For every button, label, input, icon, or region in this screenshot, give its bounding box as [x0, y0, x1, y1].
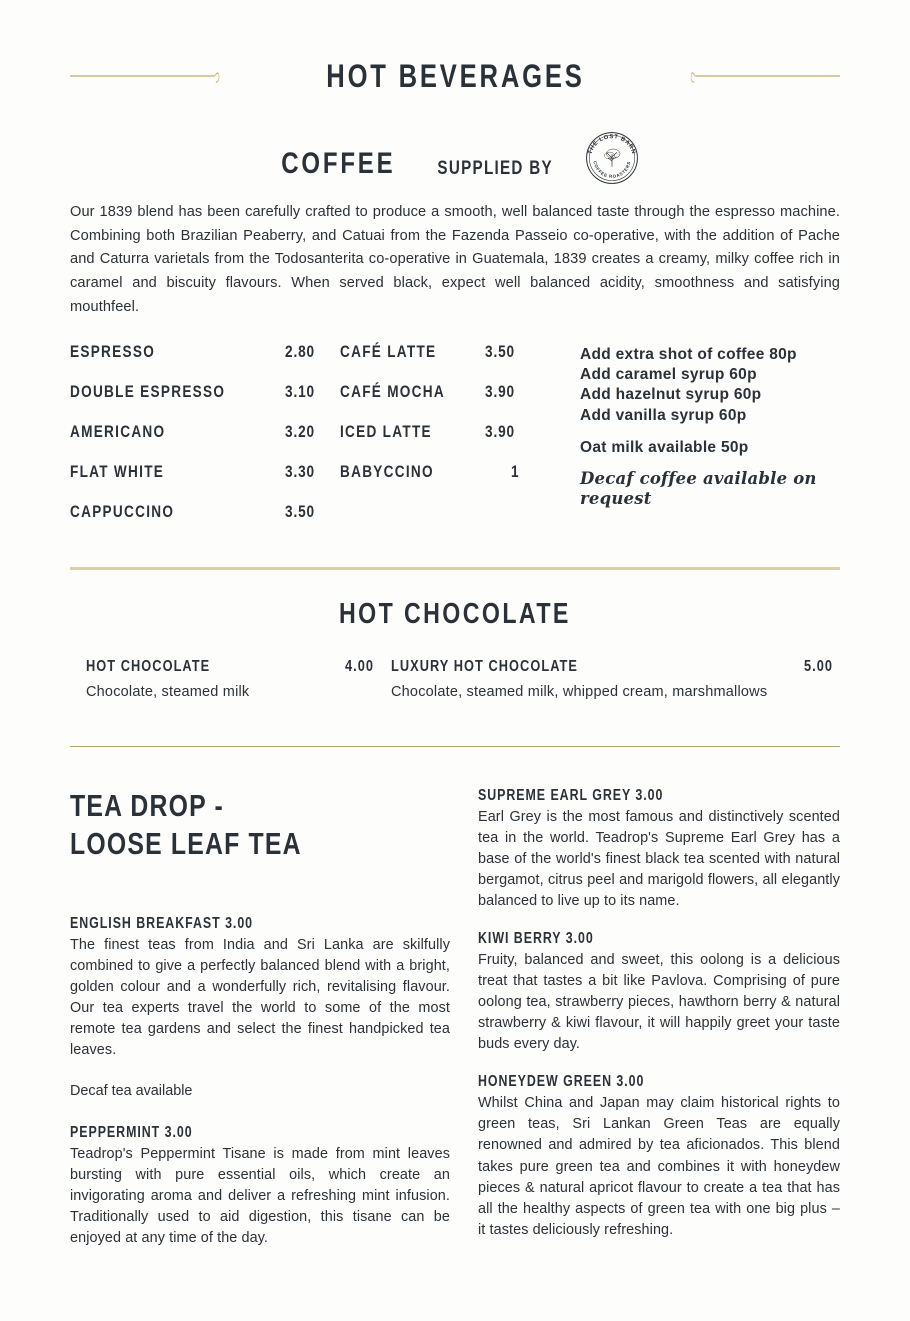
coffee-price-column-two [340, 343, 580, 543]
lost-barn-logo-icon [581, 127, 643, 189]
tea-section-heading [70, 787, 450, 863]
page-header [70, 45, 840, 107]
section-divider-thin [70, 746, 840, 747]
item-name: BABYCCINO [340, 462, 434, 482]
item-name: CAFÉ MOCHA [340, 382, 445, 402]
item-price: 3.90 [484, 382, 515, 402]
tea-entry[interactable] [70, 915, 450, 1061]
oat-milk-note: Oat milk available 50p [580, 438, 749, 456]
tea-description: Fruity, balanced and sweet, this oolong is a delicious treat that tastes a bit like Pavlova. Comprising of pure oolong tea, strawberry pieces, hawthorn berry & natural strawberry & kiwi flavour, it will happily greet your taste buds every day. [478, 952, 840, 1053]
decaf-tea-note: Decaf tea available [70, 1082, 193, 1099]
price-row[interactable] [70, 383, 340, 423]
tea-description: Teadrop's Peppermint Tisane is made from mint leaves bursting with pure essential oils, which create an invigorating aroma and deliver a refreshing mint infusion. Traditionally used to aid digestion, this tisane can be enjoyed at any time of the day. [70, 1145, 450, 1247]
page-title [278, 60, 633, 92]
item-name: ESPRESSO [70, 342, 156, 362]
coffee-heading-text: COFFEE [280, 147, 395, 180]
tea-description: Earl Grey is the most famous and distinctively scented tea in the world. Teadrop's Supreme Earl Grey has a base of the world's finest black tea scented with natural bergamot, citrus peel and marigold flowers, all elegantly balanced to live up to its name. [478, 809, 840, 910]
item-name: CAPPUCCINO [70, 502, 175, 522]
menu-page [0, 45, 910, 1321]
hot-chocolate-item[interactable] [86, 659, 391, 704]
tea-name: HONEYDEW GREEN 3.00 [478, 1073, 645, 1091]
item-name: FLAT WHITE [70, 462, 165, 482]
extra-item: Add hazelnut syrup 60p [580, 386, 762, 404]
supplied-by-label [423, 159, 567, 181]
price-row[interactable] [70, 463, 340, 503]
coffee-section-header [70, 129, 840, 181]
coffee-extras-column [580, 343, 840, 543]
tea-left-entries [70, 915, 450, 1249]
extra-item: Add caramel syrup 60p [580, 366, 757, 384]
header-rule-left-flourish [70, 69, 220, 83]
decaf-coffee-note: Decaf coffee available on request [580, 468, 817, 508]
item-price: 3.50 [484, 342, 515, 362]
item-name: CAFÉ LATTE [340, 342, 437, 362]
tea-entry[interactable] [478, 1073, 840, 1240]
item-name: LUXURY HOT CHOCOLATE [391, 658, 578, 676]
coffee-price-column-one [70, 343, 340, 543]
tea-description: The finest teas from India and Sri Lanka are skilfully combined to give a perfectly balanced blend with a bright, golden colour and a wonderfully rich, revitalising flavour. Our tea experts travel the world to some of the most remote tea gardens and select the finest handpicked tea leaves. [70, 936, 450, 1058]
item-name: ICED LATTE [340, 422, 432, 442]
tea-name: ENGLISH BREAKFAST 3.00 [70, 914, 254, 932]
item-price: 1 [511, 462, 520, 482]
price-row[interactable] [340, 343, 580, 383]
item-name: HOT CHOCOLATE [86, 658, 211, 676]
page-title-text: HOT BEVERAGES [325, 58, 585, 94]
item-price: 3.10 [284, 382, 315, 402]
extra-item: Add vanilla syrup 60p [580, 406, 747, 424]
hot-chocolate-heading-text: HOT CHOCOLATE [339, 598, 571, 631]
item-name: DOUBLE ESPRESSO [70, 382, 226, 402]
item-name: AMERICANO [70, 422, 166, 442]
item-price: 3.50 [284, 502, 315, 522]
tea-section [70, 787, 840, 1267]
item-description: Chocolate, steamed milk [86, 684, 250, 701]
tea-right-column [478, 787, 840, 1267]
item-price: 4.00 [344, 658, 374, 676]
tea-left-column [70, 787, 450, 1267]
tea-name: PEPPERMINT 3.00 [70, 1123, 193, 1141]
price-row[interactable] [340, 463, 580, 503]
item-price: 5.00 [803, 658, 833, 676]
tea-description: Whilst China and Japan may claim historical rights to green teas, Sri Lankan Green Teas are equally renowned and admired by tea aficionados. This blend takes pure green tea and combines it with honeydew pieces & natural apricot flavour to create a tea that has all the healthy aspects of green tea with one big plus – it tastes deliciously refreshing. [478, 1095, 840, 1238]
tea-entry[interactable] [478, 787, 840, 912]
hot-chocolate-heading [70, 600, 840, 629]
item-price: 3.90 [484, 422, 515, 442]
item-header [391, 659, 840, 675]
price-row[interactable] [70, 503, 340, 543]
header-rule-right-flourish [690, 69, 840, 83]
hot-chocolate-item[interactable] [391, 659, 840, 704]
price-row[interactable] [70, 343, 340, 383]
spacer [580, 426, 840, 438]
item-description: Chocolate, steamed milk, whipped cream, marshmallows [391, 684, 768, 701]
supplied-by-text: SUPPLIED BY [437, 158, 554, 179]
coffee-description: Our 1839 blend has been carefully crafted to produce a smooth, well balanced taste through the espresso machine. Combining both Brazilian Peaberry, and Catuai from the Fazenda Passeio co-operative, with the addition of Pache and Caturra varietals from the Todosanterita co-operative in Guatemala, 1839 creates a creamy, milky coffee rich in caramel and biscuity flavours. When served black, expect well balanced acidity, smoothness and satisfying mouthfeel. [70, 204, 840, 315]
price-row[interactable] [340, 383, 580, 423]
tea-name: KIWI BERRY 3.00 [478, 930, 594, 948]
item-price: 3.30 [284, 462, 315, 482]
tea-heading-line-1: TEA DROP - [70, 787, 224, 823]
price-row[interactable] [340, 423, 580, 463]
section-divider-thick [70, 567, 840, 570]
extra-item: Add extra shot of coffee 80p [580, 346, 797, 364]
coffee-price-grid [70, 343, 840, 543]
item-price: 2.80 [284, 342, 315, 362]
item-price: 3.20 [284, 422, 315, 442]
hot-chocolate-grid [70, 659, 840, 704]
tea-name: SUPREME EARL GREY 3.00 [478, 786, 664, 804]
coffee-heading [267, 149, 410, 181]
tea-entry[interactable] [478, 930, 840, 1055]
svg-text:THE LOST BARN: THE LOST BARN [588, 134, 637, 156]
price-row[interactable] [70, 423, 340, 463]
svg-text:COFFEE ROASTERS: COFFEE ROASTERS [592, 160, 633, 179]
tea-entry[interactable] [70, 1124, 450, 1249]
tea-heading-line-2: LOOSE LEAF TEA [70, 825, 302, 861]
item-header [86, 659, 391, 675]
